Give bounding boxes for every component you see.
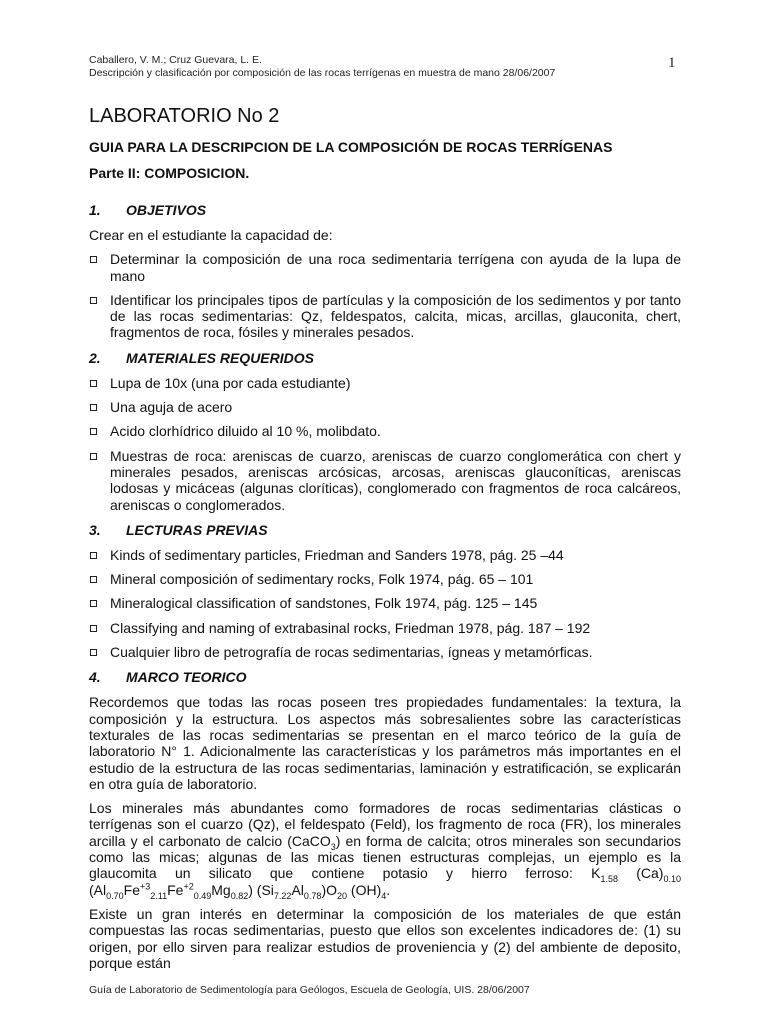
square-bullet-icon [90, 380, 97, 387]
text-run: ) (Si [248, 881, 274, 898]
section-number: 1. [89, 202, 101, 218]
section-title: LECTURAS PREVIAS [126, 521, 268, 538]
list-item [89, 595, 681, 611]
subscript: 0.49 [193, 890, 212, 901]
list-item-text: Lupa de 10x (una por cada estudiante) [110, 374, 351, 391]
square-bullet-icon [90, 552, 97, 559]
text-run: (OH) [347, 881, 382, 898]
superscript: +3 [140, 880, 151, 891]
list-item-text: Identificar los principales tipos de partículas y la composición de los sedimentos y por tanto de las rocas sedimentarias: Qz, feldespatos, calcita, micas, arcillas, glauconita, chert, fragmentos de roca, fósiles y minerales pesados. [110, 291, 681, 341]
subscript: 0.78 [303, 890, 322, 901]
list-item-text: Muestras de roca: areniscas de cuarzo, areniscas de cuarzo conglomerática con chert y minerales pesados, areniscas arcósicas, arcosas, areniscas glauconíticas, areniscas lodosas y micáceas (algunas cloríticas), conglomerado con fragmentos de roca calcáreos, areniscas o conglomerados. [110, 447, 681, 513]
objetivos-list [89, 251, 681, 340]
text-run: (Ca) [617, 865, 664, 882]
page-title: LABORATORIO No 2 [89, 105, 280, 127]
running-footer: Guía de Laboratorio de Sedimentología para Geólogos, Escuela de Geología, UIS. 28/06/2007 [89, 984, 530, 996]
list-item [89, 620, 681, 636]
list-item [89, 251, 681, 284]
text-run: Fe [167, 881, 184, 898]
subscript: 2.11 [150, 890, 168, 901]
square-bullet-icon [90, 256, 97, 263]
list-item-text: Mineralogical classification of sandstones, Folk 1974, pág. 125 – 145 [110, 595, 538, 612]
section-number: 4. [89, 669, 101, 686]
list-item-text: Kinds of sedimentary particles, Friedman and Sanders 1978, pág. 25 –44 [110, 546, 564, 563]
header-subtitle: Descripción y clasificación por composición de las rocas terrígenas en muestra de mano 28/06/2007 [89, 67, 556, 79]
square-bullet-icon [90, 453, 97, 460]
text-run: ) en forma de calcita; otros minerales son secundarios como las micas; algunas de las micas tienen estructuras complejas, un ejemplo es la glaucomita un silicato que contiene potasio y hierro ferroso: K [89, 832, 681, 882]
square-bullet-icon [90, 428, 97, 435]
text-run: Mg [211, 881, 231, 898]
square-bullet-icon [90, 404, 97, 411]
document-subtitle: GUIA PARA LA DESCRIPCION DE LA COMPOSICIÓN DE ROCAS TERRÍGENAS [89, 139, 613, 155]
page-number: 1 [668, 55, 676, 71]
marco-paragraph-2 [89, 800, 681, 901]
section-heading-objetivos [89, 201, 681, 219]
section-title: OBJETIVOS [126, 202, 207, 218]
square-bullet-icon [90, 600, 97, 607]
superscript: +2 [183, 880, 194, 891]
text-run: (Al [89, 881, 107, 898]
section-title: MATERIALES REQUERIDOS [126, 349, 314, 366]
text-run: Fe [123, 881, 140, 898]
section-heading-materiales [89, 349, 681, 367]
list-item [89, 399, 681, 415]
subscript: 3 [330, 841, 336, 852]
subscript: 4 [381, 890, 387, 901]
materiales-list [89, 375, 681, 513]
section-number: 3. [89, 521, 101, 538]
square-bullet-icon [90, 297, 97, 304]
list-item [89, 571, 681, 587]
text-run: )O [321, 881, 337, 898]
list-item-text: Mineral composición of sedimentary rocks, Folk 1974, pág. 65 – 101 [110, 571, 534, 588]
subscript: 20 [337, 890, 348, 901]
subscript: 7.22 [273, 890, 292, 901]
document-body [89, 104, 681, 979]
part-heading: Parte II: COMPOSICION. [89, 165, 250, 181]
running-header [89, 54, 689, 80]
section-title: MARCO TEORICO [126, 669, 247, 686]
objetivos-intro: Crear en el estudiante la capacidad de: [89, 227, 333, 243]
text-run: Los minerales más abundantes como formadores de rocas sedimentarias clásticas o terrígenas son el cuarzo (Qz), el feldespato (Feld), los fragmento de roca (FR), los minerales arcilla y el carbonato de calcio (CaCO [89, 800, 681, 849]
square-bullet-icon [90, 625, 97, 632]
list-item [89, 547, 681, 563]
list-item-text: Acido clorhídrico diluido al 10 %, molibdato. [110, 423, 381, 440]
text-run: . [386, 881, 391, 898]
list-item-text: Classifying and naming of extrabasinal rocks, Friedman 1978, pág. 187 – 192 [110, 619, 591, 636]
section-heading-lecturas [89, 521, 681, 539]
list-item [89, 292, 681, 341]
list-item-text: Determinar la composición de una roca sedimentaria terrígena con ayuda de la lupa de mano [110, 251, 681, 284]
lecturas-list [89, 547, 681, 660]
list-item-text: Una aguja de acero [110, 399, 233, 416]
subscript: 0.10 [663, 874, 681, 885]
square-bullet-icon [90, 576, 97, 583]
section-number: 2. [89, 349, 101, 366]
square-bullet-icon [90, 649, 97, 656]
subscript: 0.82 [230, 890, 249, 901]
marco-paragraph-1: Recordemos que todas las rocas poseen tres propiedades fundamentales: la textura, la composición y la estructura. Los aspectos más sobresalientes sobre las características texturales de las rocas sedimentarias se presentan en el marco teórico de la guía de laboratorio N° 1. Adicionalmente las características y los parámetros más importantes en el estudio de la estructura de las rocas sedimentarias, laminación y estratificación, se explicarán en otra guía de laboratorio. [89, 694, 681, 792]
text-run: Al [291, 881, 304, 898]
subscript: 0.70 [106, 890, 124, 901]
header-authors: Caballero, V. M.; Cruz Guevara, L. E. [89, 54, 262, 66]
section-heading-marco [89, 668, 681, 686]
marco-paragraph-3: Existe un gran interés en determinar la composición de los materiales de que están compuestas las rocas sedimentarias, puesto que ellos son excelentes indicadores de: (1) su origen, por ello sirven para realizar estudios de proveniencia y (2) del ambiente de deposito, porque están [89, 905, 681, 971]
subscript: 1.58 [600, 874, 618, 885]
list-item [89, 644, 681, 660]
list-item [89, 423, 681, 439]
list-item [89, 448, 681, 513]
list-item [89, 375, 681, 391]
list-item-text: Cualquier libro de petrografía de rocas sedimentarias, ígneas y metamórficas. [110, 644, 593, 661]
